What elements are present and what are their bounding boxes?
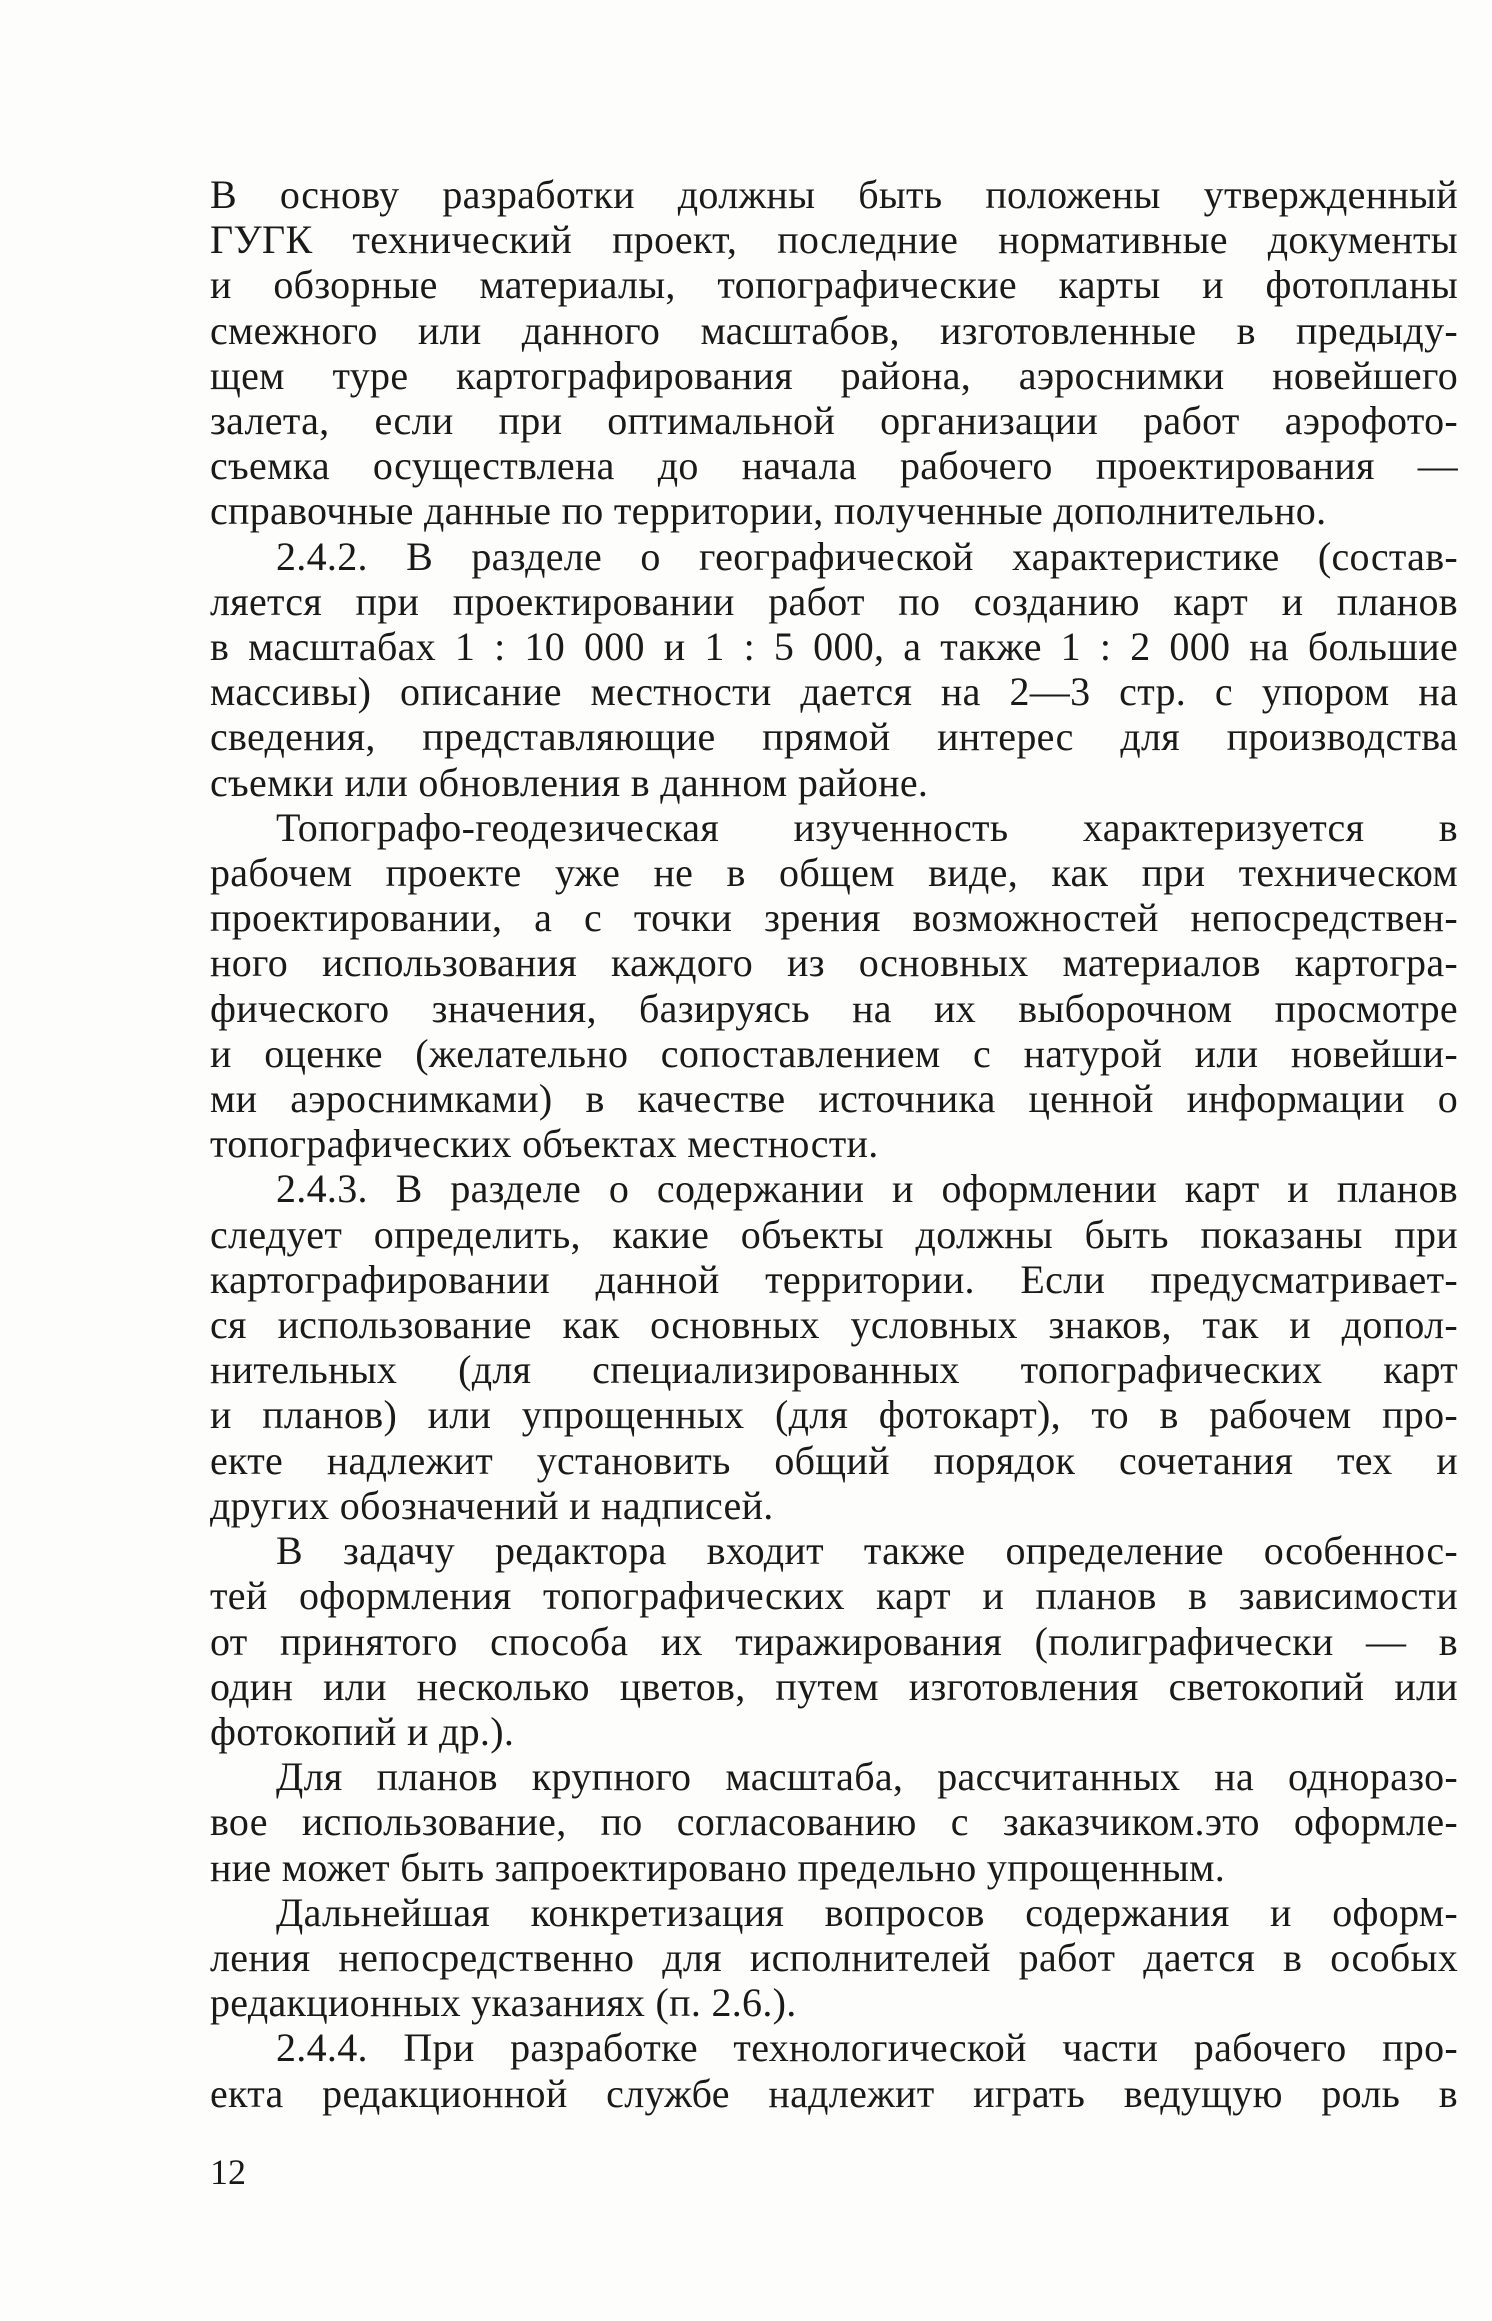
text-line: ГУГК технический проект, последние нормативные документы	[210, 217, 1458, 263]
text-line: ся использование как основных условных знаков, так и допол-	[210, 1302, 1458, 1348]
text-line: и оценке (желательно сопоставлением с натурой или новейши-	[210, 1030, 1458, 1076]
text-line: Топографо-геодезическая изученность характеризуется в	[276, 804, 1458, 850]
text-line: екта редакционной службе надлежит играть ведущую роль в	[210, 2070, 1458, 2116]
text-line: 2.4.2. В разделе о географической характеристике (состав-	[276, 533, 1458, 579]
text-line: от принятого способа их тиражирования (полиграфически — в	[210, 1618, 1458, 1664]
text-line: В основу разработки должны быть положены утвержденный	[210, 172, 1458, 217]
text-line: и планов) или упрощенных (для фотокарт), то в рабочем про-	[210, 1392, 1458, 1438]
paragraph	[210, 1166, 1458, 1528]
text-line: других обозначений и надписей.	[210, 1482, 774, 1528]
text-line: следует определить, какие объекты должны быть показаны при	[210, 1211, 1458, 1257]
text-line: ми аэроснимками) в качестве источника ценной информации о	[210, 1076, 1458, 1122]
text-line: Дальнейшая конкретизация вопросов содержания и оформ-	[276, 1889, 1458, 1935]
text-line: 2.4.3. В разделе о содержании и оформлении карт и планов	[276, 1166, 1458, 1212]
text-line: рабочем проекте уже не в общем виде, как при техническом	[210, 850, 1458, 896]
text-line: проектировании, а с точки зрения возможностей непосредствен-	[210, 895, 1458, 941]
text-line: фического значения, базируясь на их выборочном просмотре	[210, 985, 1458, 1031]
paragraph	[210, 2025, 1458, 2115]
text-line: съемка осуществлена до начала рабочего проектирования —	[210, 443, 1458, 489]
text-line: в масштабах 1 : 10 000 и 1 : 5 000, а также 1 : 2 000 на большие	[210, 624, 1458, 670]
text-line: съемки или обновления в данном районе.	[210, 759, 929, 805]
text-line: смежного или данного масштабов, изготовленные в предыду-	[210, 307, 1458, 353]
paragraph	[210, 1754, 1458, 1890]
text-line: ние может быть запроектировано предельно упрощенным.	[210, 1844, 1226, 1890]
text-line: 2.4.4. При разработке технологической части рабочего про-	[276, 2025, 1458, 2071]
text-line: ляется при проектировании работ по созданию карт и планов	[210, 578, 1458, 624]
text-line: тей оформления топографических карт и планов в зависимости	[210, 1573, 1458, 1619]
text-line: топографических объектах местности.	[210, 1121, 879, 1167]
text-line: справочные данные по территории, полученные дополнительно.	[210, 488, 1327, 534]
paragraph	[210, 1528, 1458, 1754]
paragraph	[210, 172, 1458, 534]
text-line: ного использования каждого из основных материалов картогра-	[210, 940, 1458, 986]
text-line: щем туре картографирования района, аэроснимки новейшего	[210, 352, 1458, 398]
text-line: нительных (для специализированных топографических карт	[210, 1347, 1458, 1393]
text-line: В задачу редактора входит также определение особеннос-	[276, 1528, 1458, 1574]
text-line: Для планов крупного масштаба, рассчитанных на одноразо-	[276, 1754, 1458, 1800]
text-line: картографировании данной территории. Если предусматривает-	[210, 1256, 1458, 1302]
body-text	[210, 172, 1458, 2116]
text-line: массивы) описание местности дается на 2—3 стр. с упором на	[210, 669, 1458, 715]
text-line: екте надлежит установить общий порядок сочетания тех и	[210, 1437, 1458, 1483]
text-line: сведения, представляющие прямой интерес для производства	[210, 714, 1458, 760]
text-line: один или несколько цветов, путем изготовления светокопий или	[210, 1663, 1458, 1709]
text-line: вое использование, по согласованию с заказчиком.это оформле-	[210, 1799, 1458, 1845]
text-line: ления непосредственно для исполнителей работ дается в особых	[210, 1934, 1458, 1980]
text-line: залета, если при оптимальной организации работ аэрофото-	[210, 398, 1458, 444]
text-line: фотокопий и др.).	[210, 1708, 515, 1754]
paragraph	[210, 805, 1458, 1167]
paragraph	[210, 1890, 1458, 2026]
text-line: редакционных указаниях (п. 2.6.).	[210, 1980, 797, 2026]
page-number: 12	[210, 2152, 246, 2192]
text-line: и обзорные материалы, топографические карты и фотопланы	[210, 262, 1458, 308]
paragraph	[210, 534, 1458, 805]
